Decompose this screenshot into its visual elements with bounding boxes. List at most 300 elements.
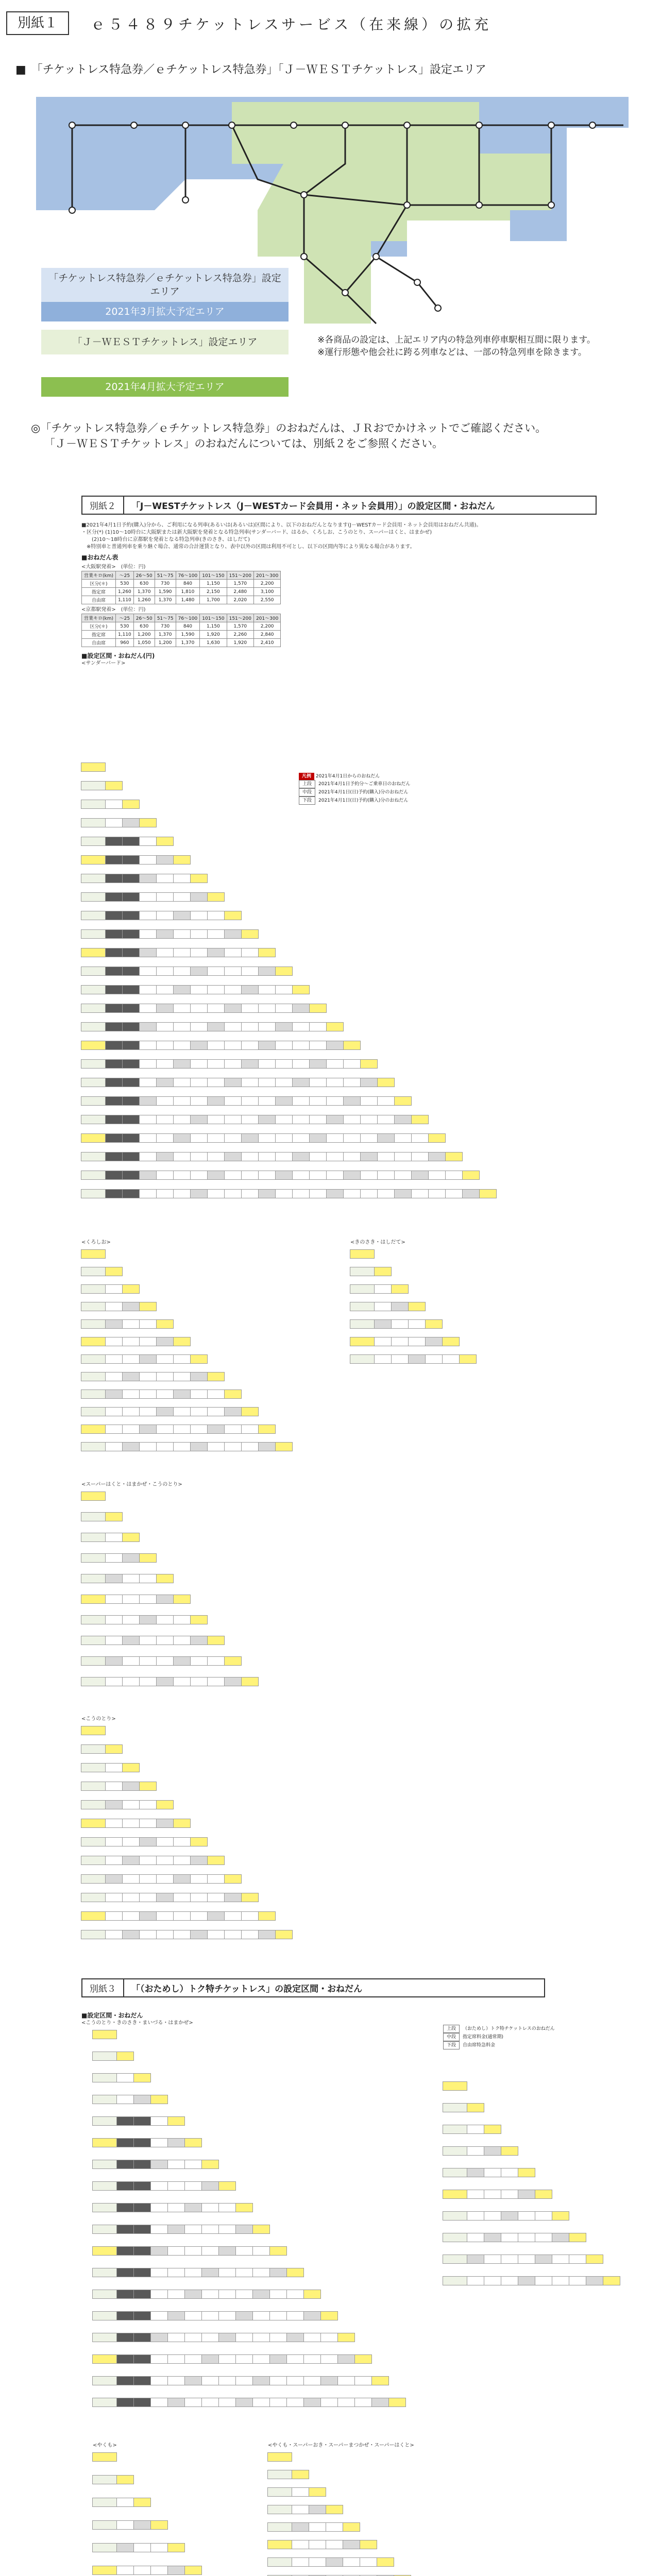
matrix-cell <box>292 1022 310 1031</box>
matrix-cell <box>269 2354 287 2364</box>
matrix-cell <box>122 1677 140 1686</box>
matrix-cell <box>445 1171 463 1180</box>
matrix-cell <box>116 2095 134 2104</box>
matrix-cell <box>343 1152 361 1161</box>
matrix-row <box>81 800 140 809</box>
matrix-row <box>81 762 106 772</box>
matrix-cell <box>303 2354 321 2364</box>
matrix-cell <box>467 2276 484 2285</box>
matrix-cell <box>156 1856 174 1865</box>
appendix-2-title: 「J－WESTチケットレス（J－WESTカード会員用・ネット会員用）」の設定区間・おねだん <box>124 496 597 515</box>
matrix-cell <box>303 2333 321 2342</box>
matrix-cell <box>139 1677 157 1686</box>
matrix-row <box>81 929 259 939</box>
matrix-station-cell <box>81 1133 106 1143</box>
matrix-cell <box>139 1115 157 1124</box>
matrix-cell <box>105 1152 123 1161</box>
matrix-cell <box>201 2268 219 2277</box>
matrix-row <box>443 2103 484 2112</box>
matrix-cell <box>275 1152 293 1161</box>
fare-cell: 630 <box>133 580 155 588</box>
matrix-cell <box>442 1337 460 1346</box>
service-area-map <box>15 87 647 360</box>
fare-table-header: 101～150 <box>200 614 227 622</box>
matrix-station-cell <box>81 1115 106 1124</box>
matrix-row <box>81 1893 259 1902</box>
matrix-cell <box>190 1078 208 1087</box>
matrix-station-cell <box>267 2540 292 2549</box>
fare-cell: 630 <box>133 622 155 631</box>
matrix-cell <box>411 1115 429 1124</box>
matrix-cell <box>303 2376 321 2385</box>
matrix-cell <box>116 2268 134 2277</box>
matrix-row <box>268 2505 343 2514</box>
matrix-cell <box>139 818 157 827</box>
matrix-station-cell <box>92 2376 117 2385</box>
matrix-cell <box>116 2566 134 2575</box>
matrix-cell <box>428 1189 446 1198</box>
fare-table-header: ～25 <box>116 571 134 580</box>
matrix-cell <box>252 2333 270 2342</box>
matrix-cell <box>207 1425 225 1434</box>
a3-legend-text-0: （おためし）トク特チケットレスのおねだん <box>463 2026 555 2031</box>
appendix-3-group-1: <こうのとり・きのさき・まいづる・はまかぜ> <box>81 2020 193 2026</box>
matrix-cell <box>501 2146 518 2156</box>
matrix-station-cell <box>443 2103 467 2112</box>
matrix-cell <box>173 1837 191 1846</box>
fare-cell: 2,150 <box>200 588 227 596</box>
matrix-cell <box>241 1022 259 1031</box>
matrix-station-cell <box>81 892 106 902</box>
matrix-row <box>93 2520 168 2530</box>
matrix-cell <box>459 1354 477 1364</box>
matrix-cell <box>258 1041 276 1050</box>
matrix-cell <box>156 1930 174 1939</box>
matrix-cell <box>105 1284 123 1294</box>
matrix-cell <box>105 1553 123 1563</box>
matrix-cell <box>184 2138 202 2147</box>
matrix-cell <box>190 892 208 902</box>
matrix-row <box>81 781 123 790</box>
matrix-row <box>350 1302 426 1311</box>
matrix-cell <box>116 2116 134 2126</box>
matrix-cell <box>360 1059 378 1069</box>
matrix-row <box>268 2557 394 2567</box>
matrix-cell <box>241 929 259 939</box>
matrix-cell <box>408 1337 426 1346</box>
matrix-cell <box>105 1856 123 1865</box>
matrix-cell <box>139 1152 157 1161</box>
matrix-cell <box>122 1533 140 1542</box>
matrix-cell <box>190 1656 208 1666</box>
matrix-cell <box>133 2138 151 2147</box>
matrix-cell <box>201 2333 219 2342</box>
matrix-cell <box>207 985 225 994</box>
matrix-row <box>93 2452 117 2462</box>
matrix-cell <box>360 2557 377 2567</box>
matrix-station-cell <box>81 1744 106 1754</box>
fare-cell: 1,370 <box>155 631 176 639</box>
matrix-cell <box>122 1442 140 1451</box>
matrix-station-cell <box>81 1425 106 1434</box>
matrix-cell <box>139 855 157 865</box>
matrix-cell <box>173 1372 191 1381</box>
matrix-cell <box>411 1171 429 1180</box>
matrix-cell <box>167 2543 185 2552</box>
fare-cell: 1,480 <box>176 596 200 604</box>
matrix-cell <box>116 2160 134 2169</box>
fare-row-label: 区分(＊) <box>82 580 116 588</box>
matrix-cell <box>173 1856 191 1865</box>
matrix-station-cell <box>350 1284 375 1294</box>
matrix-cell <box>139 1656 157 1666</box>
fare-cell: 2,410 <box>253 639 280 647</box>
matrix-cell <box>518 2211 535 2221</box>
matrix-cell <box>150 2246 168 2256</box>
matrix-cell <box>156 1911 174 1921</box>
matrix-cell <box>105 1425 123 1434</box>
matrix-cell <box>122 1782 140 1791</box>
fare-row-label: 区分(＊) <box>82 622 116 631</box>
matrix-station-cell <box>81 1354 106 1364</box>
matrix-row <box>443 2276 620 2285</box>
matrix-cell <box>501 2255 518 2264</box>
matrix-cell <box>190 911 208 920</box>
matrix-cell <box>207 1389 225 1399</box>
matrix-cell <box>552 2233 569 2242</box>
matrix-cell <box>173 1442 191 1451</box>
matrix-cell <box>343 2540 360 2549</box>
matrix-cell <box>235 2311 253 2320</box>
matrix-cell <box>139 1302 157 1311</box>
matrix-row <box>81 1133 446 1143</box>
matrix-cell <box>309 1059 327 1069</box>
matrix-row <box>81 1115 429 1124</box>
fare-cell: 2,200 <box>253 580 280 588</box>
fare-table-header: 201～300 <box>253 571 280 580</box>
appendix-3-section <box>81 1978 545 2027</box>
matrix-cell <box>150 2181 168 2191</box>
matrix-cell <box>156 1189 174 1198</box>
matrix-cell <box>377 1152 395 1161</box>
matrix-cell <box>258 985 276 994</box>
matrix-cell <box>190 1152 208 1161</box>
matrix-cell <box>484 2190 501 2199</box>
matrix-cell <box>105 855 123 865</box>
matrix-cell <box>241 1152 259 1161</box>
matrix-cell <box>275 1133 293 1143</box>
matrix-cell <box>360 1078 378 1087</box>
matrix-row <box>268 2522 360 2532</box>
table-row <box>82 639 281 647</box>
matrix-cell <box>105 781 123 790</box>
matrix-cell <box>269 2333 287 2342</box>
matrix-cell <box>241 1407 259 1416</box>
matrix-cell <box>133 2225 151 2234</box>
matrix-cell <box>467 2103 484 2112</box>
matrix-row <box>268 2540 377 2549</box>
legend-jwest <box>41 330 289 354</box>
matrix-cell <box>218 2290 236 2299</box>
page-title: ｅ５４８９チケットレスサービス（在来線）の拡充 <box>91 16 492 33</box>
matrix-cell <box>286 2398 304 2407</box>
matrix-cell <box>156 1022 174 1031</box>
matrix-cell <box>133 2073 151 2082</box>
appendix-2-header <box>81 496 597 515</box>
matrix-cell <box>139 1171 157 1180</box>
matrix-cell <box>122 1372 140 1381</box>
matrix-cell <box>139 1636 157 1645</box>
matrix-row <box>81 1171 480 1180</box>
matrix-cell <box>235 2290 253 2299</box>
matrix-cell <box>303 2311 321 2320</box>
fare-cell: 1,590 <box>155 588 176 596</box>
matrix-cell <box>173 1152 191 1161</box>
matrix-cell <box>156 1152 174 1161</box>
matrix-cell <box>394 1189 412 1198</box>
matrix-station-cell <box>92 2030 117 2039</box>
matrix-cell <box>139 1337 157 1346</box>
matrix-cell <box>184 2566 202 2575</box>
matrix-cell <box>360 1096 378 1106</box>
matrix-cell <box>501 2211 518 2221</box>
appendix-3-section-label: ■設定区間・おねだん <box>81 2012 143 2019</box>
matrix-cell <box>139 1911 157 1921</box>
matrix-row <box>81 1512 123 1521</box>
matrix-station-cell <box>81 1656 106 1666</box>
matrix-cell <box>201 2225 219 2234</box>
matrix-cell <box>269 2290 287 2299</box>
matrix-station-cell <box>443 2211 467 2221</box>
matrix-cell <box>408 1319 426 1329</box>
matrix-station-cell <box>81 1726 106 1735</box>
matrix-row <box>81 855 191 865</box>
matrix-row <box>93 2475 134 2484</box>
matrix-cell <box>122 1152 140 1161</box>
price-table-label: ■おねだん表 <box>81 554 118 561</box>
matrix-station-cell <box>92 2116 117 2126</box>
matrix-cell <box>224 1911 242 1921</box>
group-thunderbird-label: <サンダーバード> <box>81 660 126 666</box>
matrix-station-cell <box>81 1407 106 1416</box>
matrix-cell <box>105 1512 123 1521</box>
matrix-cell <box>190 1911 208 1921</box>
matrix-cell <box>105 911 123 920</box>
matrix-cell <box>105 800 123 809</box>
group-konotori-label: <スーパーはくと・はまかぜ・こうのとり> <box>81 1482 182 1487</box>
matrix-cell <box>133 2268 151 2277</box>
matrix-cell <box>411 1152 429 1161</box>
matrix-cell <box>133 2354 151 2364</box>
matrix-cell <box>105 1372 123 1381</box>
matrix-cell <box>122 1096 140 1106</box>
matrix-cell <box>139 967 157 976</box>
matrix-row <box>81 837 174 846</box>
matrix-cell <box>354 2354 372 2364</box>
matrix-cell <box>173 1677 191 1686</box>
matrix-cell <box>371 2398 389 2407</box>
matrix-station-cell <box>350 1337 375 1346</box>
matrix-cell <box>326 2540 343 2549</box>
matrix-station-cell <box>92 2138 117 2147</box>
matrix-cell <box>224 1442 242 1451</box>
matrix-cell <box>133 2246 151 2256</box>
matrix-cell <box>207 1189 225 1198</box>
matrix-cell <box>122 1574 140 1583</box>
matrix-cell <box>139 948 157 957</box>
matrix-cell <box>150 2354 168 2364</box>
matrix-cell <box>105 1819 123 1828</box>
matrix-cell <box>122 1059 140 1069</box>
matrix-cell <box>150 2095 168 2104</box>
matrix-cell <box>105 1574 123 1583</box>
matrix-station-cell <box>267 2505 292 2514</box>
matrix-cell <box>105 1615 123 1624</box>
matrix-cell <box>122 948 140 957</box>
matrix-cell <box>139 1096 157 1106</box>
matrix-cell <box>258 1911 276 1921</box>
appendix-2-note-3: ※特別車と普通列車を乗り継ぐ場合、通常の合計運賃となり、表中以外の区間は利用不可とし、以下の区間内等により異なる場合があります。 <box>81 544 415 550</box>
matrix-cell <box>218 2311 236 2320</box>
matrix-station-cell <box>443 2125 467 2134</box>
matrix-cell <box>173 1893 191 1902</box>
matrix-cell <box>425 1337 443 1346</box>
appendix-2-note-0: ■2021年4月1日予約(購入)分から、ご利用になる列車(あるいは(あるいは)区間により、以下のおねだんとなります(J－WESTカード会員用・ネット会員用はおねだん共通)。 <box>81 522 482 528</box>
matrix-cell <box>173 929 191 939</box>
matrix-cell <box>445 1152 463 1161</box>
appendix-3-legend <box>443 2025 555 2049</box>
matrix-station-cell <box>81 1819 106 1828</box>
matrix-row <box>350 1267 392 1276</box>
matrix-row <box>93 2376 389 2385</box>
matrix-row <box>81 1656 242 1666</box>
matrix-cell <box>116 2311 134 2320</box>
matrix-cell <box>167 2566 185 2575</box>
matrix-cell <box>173 1636 191 1645</box>
matrix-station-cell <box>350 1267 375 1276</box>
matrix-cell <box>535 2211 552 2221</box>
matrix-row <box>81 1930 293 1939</box>
matrix-cell <box>139 1442 157 1451</box>
matrix-cell <box>173 1096 191 1106</box>
matrix-station-cell <box>443 2168 467 2177</box>
matrix-cell <box>252 2225 270 2234</box>
matrix-row <box>81 1372 225 1381</box>
info-line-1: ◎「チケットレス特急券／ｅチケットレス特急券」のおねだんは、ＪＲおでかけネットでご確認ください。 <box>31 422 547 434</box>
matrix-row <box>81 1059 378 1069</box>
matrix-cell <box>275 1171 293 1180</box>
matrix-cell <box>292 1133 310 1143</box>
matrix-cell <box>184 2376 202 2385</box>
matrix-cell <box>309 1133 327 1143</box>
table-row <box>82 622 281 631</box>
matrix-station-cell <box>443 2255 467 2264</box>
matrix-cell <box>190 1096 208 1106</box>
matrix-station-cell <box>92 2181 117 2191</box>
a3-legend-key-0: 上段 <box>443 2025 460 2033</box>
area-subtitle: ■ 「チケットレス特急券／ｅチケットレス特急券」「Ｊ－ＷＥＳＴチケットレス」設定エリア <box>15 61 486 77</box>
matrix-cell <box>139 985 157 994</box>
matrix-cell <box>360 1133 378 1143</box>
matrix-cell <box>190 1407 208 1416</box>
matrix-cell <box>218 2376 236 2385</box>
matrix-cell <box>173 1337 191 1346</box>
matrix-cell <box>184 2354 202 2364</box>
matrix-cell <box>167 2138 185 2147</box>
matrix-row <box>93 2311 338 2320</box>
matrix-cell <box>484 2233 501 2242</box>
matrix-cell <box>167 2225 185 2234</box>
matrix-station-cell <box>443 2190 467 2199</box>
fare-tables <box>81 564 597 647</box>
matrix-row <box>443 2211 569 2221</box>
matrix-cell <box>122 1837 140 1846</box>
matrix-cell <box>190 985 208 994</box>
matrix-cell <box>241 1189 259 1198</box>
matrix-cell <box>292 1115 310 1124</box>
matrix-cell <box>224 1152 242 1161</box>
matrix-cell <box>258 967 276 976</box>
matrix-cell <box>535 2255 552 2264</box>
matrix-cell <box>156 1078 174 1087</box>
matrix-cell <box>286 2268 304 2277</box>
matrix-cell <box>150 2116 168 2126</box>
matrix-cell <box>139 911 157 920</box>
matrix-cell <box>122 911 140 920</box>
matrix-cell <box>343 1115 361 1124</box>
matrix-cell <box>292 1152 310 1161</box>
legend-ticketless <box>41 268 289 321</box>
matrix-cell <box>207 1893 225 1902</box>
matrix-station-cell <box>81 1284 106 1294</box>
matrix-cell <box>309 1022 327 1031</box>
matrix-cell <box>309 2522 326 2532</box>
matrix-cell <box>275 967 293 976</box>
matrix-cell <box>269 2246 287 2256</box>
matrix-cell <box>207 1152 225 1161</box>
matrix-row <box>81 1874 242 1884</box>
matrix-cell <box>241 967 259 976</box>
matrix-station-cell <box>92 2333 117 2342</box>
matrix-station-cell <box>81 1078 106 1087</box>
matrix-cell <box>467 2190 484 2199</box>
fare-cell: 1,700 <box>200 596 227 604</box>
matrix-cell <box>122 800 140 809</box>
matrix-cell <box>224 985 242 994</box>
matrix-cell <box>105 1302 123 1311</box>
matrix-cell <box>269 2398 287 2407</box>
matrix-cell <box>156 1574 174 1583</box>
matrix-cell <box>286 2376 304 2385</box>
matrix-cell <box>603 2276 620 2285</box>
matrix-cell <box>258 1425 276 1434</box>
matrix-cell <box>122 892 140 902</box>
matrix-station-cell <box>81 1553 106 1563</box>
fare-cell: 1,370 <box>176 639 200 647</box>
matrix-cell <box>484 2125 501 2134</box>
matrix-cell <box>569 2276 586 2285</box>
matrix-cell <box>303 2398 321 2407</box>
matrix-cell <box>258 1189 276 1198</box>
info-line-2: 「Ｊ－ＷＥＳＴチケットレス」のおねだんについては、別紙２をご参照ください。 <box>44 437 444 450</box>
legend-text-0: 2021年4月1日予約分〜ご乗車日のおねだん <box>318 782 411 787</box>
fare-cell: 1,200 <box>133 631 155 639</box>
matrix-cell <box>105 1744 123 1754</box>
matrix-cell <box>105 985 123 994</box>
matrix-station-cell <box>81 1319 106 1329</box>
matrix-cell <box>224 1677 242 1686</box>
matrix-cell <box>462 1189 480 1198</box>
